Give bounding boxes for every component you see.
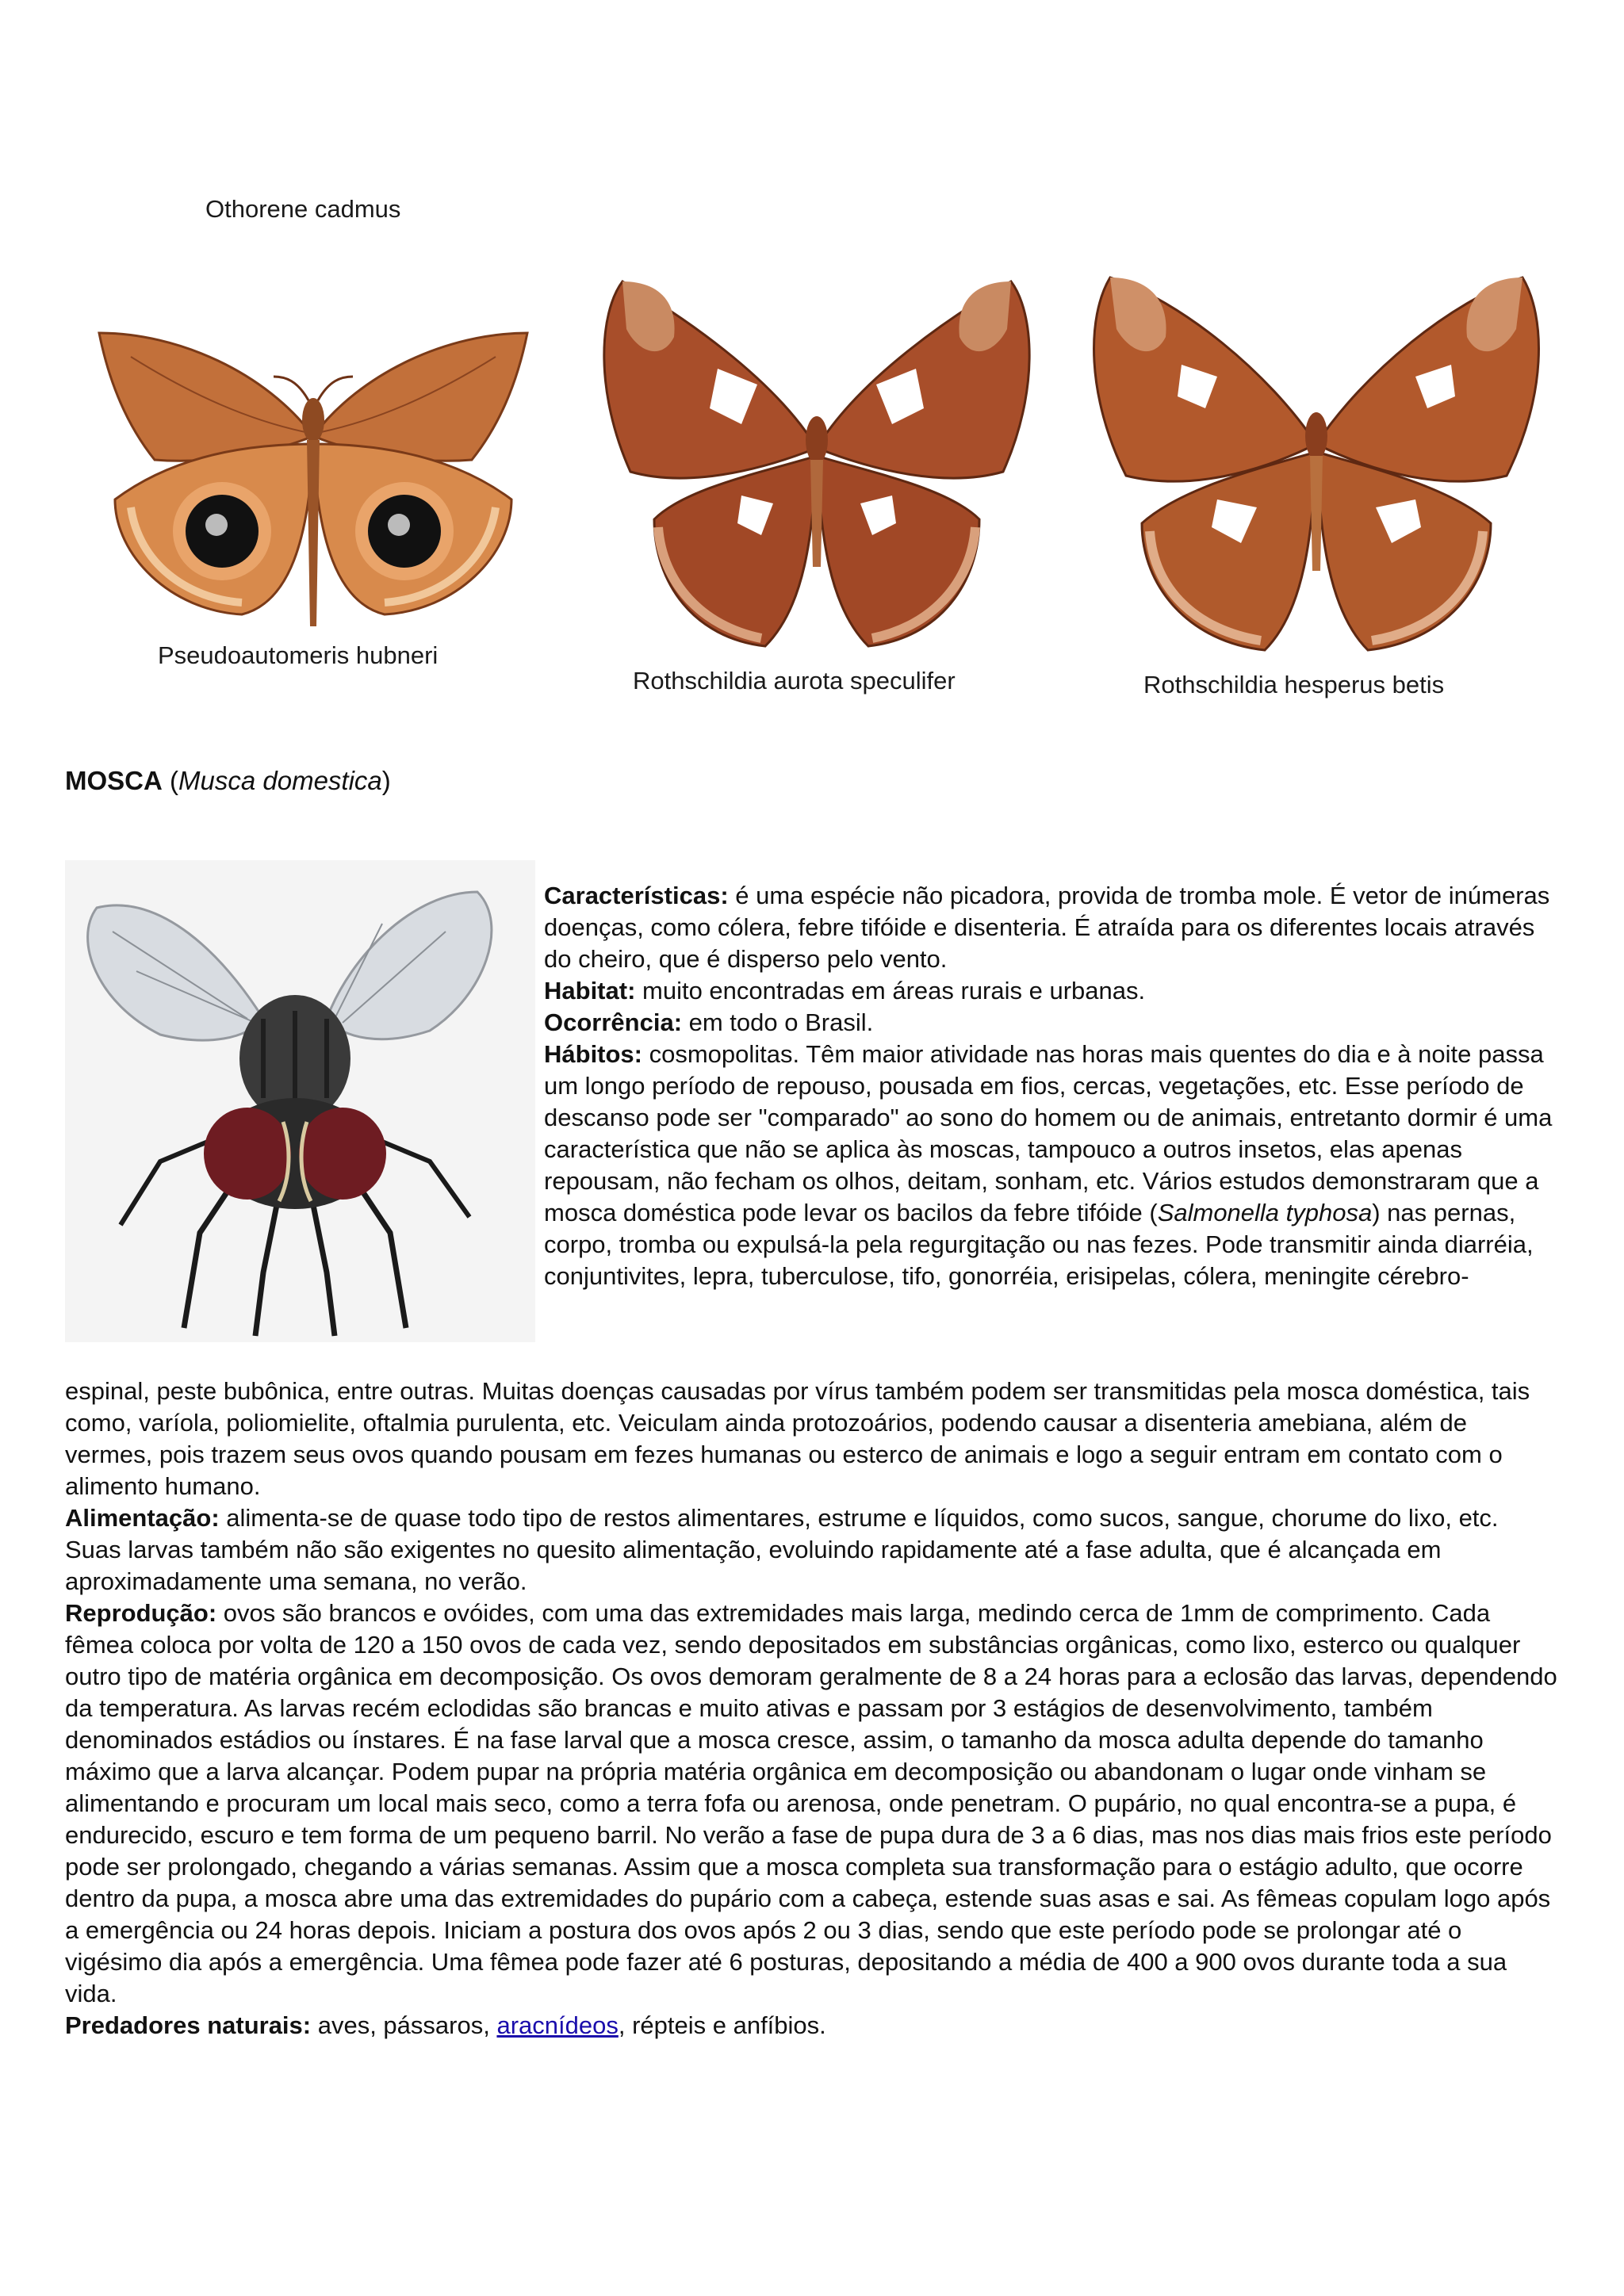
section-title-scientific: Musca domestica <box>178 766 382 795</box>
fly-description-full <box>65 1376 1559 2042</box>
section-title-close: ) <box>381 766 391 795</box>
label-caracteristicas: Características: <box>544 882 729 909</box>
text-habitos-scientific: Salmonella typhosa <box>1157 1199 1373 1226</box>
text-predadores-post: , répteis e anfíbios. <box>618 2011 826 2039</box>
label-alimentacao: Alimentação: <box>65 1504 220 1532</box>
fly-description-side <box>544 880 1559 1292</box>
text-predadores-pre: aves, pássaros, <box>311 2011 497 2039</box>
text-alimentacao: alimenta-se de quase todo tipo de restos alimentares, estrume e líquidos, como sucos, sangue, chorume do lixo, etc. Suas larvas também não são exigentes no quesito alimentação, evoluindo rapidamente até a fase adulta, que é alcançada em aproximadamente uma semana, no verão. <box>65 1504 1499 1595</box>
label-habitat: Habitat: <box>544 977 636 1004</box>
link-aracnideos[interactable]: aracnídeos <box>496 2011 619 2039</box>
section-title-open: ( <box>162 766 179 795</box>
caption-othorene-cadmus: Othorene cadmus <box>205 195 401 223</box>
text-habitos-part2: ) nas pernas, corpo, tromba ou expulsá-la pela regurgitação ou nas fezes. Pode transmitir ainda diarréia, conjuntivites, lepra, tuberculose, tifo, gonorréia, erisipelas, cólera, meningite cérebro- <box>544 1199 1534 1290</box>
text-habitat: muito encontradas em áreas rurais e urbanas. <box>635 977 1146 1004</box>
moth-windowed-image <box>1078 262 1554 662</box>
section-title-bold: MOSCA <box>65 766 163 795</box>
label-ocorrencia: Ocorrência: <box>544 1008 683 1036</box>
section-title <box>65 765 391 797</box>
text-continuation: espinal, peste bubônica, entre outras. Muitas doenças causadas por vírus também podem ser transmitidas pela mosca doméstica, tais como, varíola, poliomielite, oftalmia purulenta, etc. Veiculam ainda protozoários, podendo causar a disenteria amebiana, além de vermes, pois trazem seus ovos quando pousam em fezes humanas ou esterco de animais e logo a seguir entram em contato com o alimento humano. <box>65 1377 1530 1500</box>
caption-rothschildia-hesperus-betis: Rothschildia hesperus betis <box>1143 671 1445 698</box>
text-reproducao: ovos são brancos e ovóides, com uma das extremidades mais larga, medindo cerca de 1mm de comprimento. Cada fêmea coloca por volta de 120 a 150 ovos de cada vez, sendo depositados em substâncias orgânicas, como lixo, esterco ou qualquer outro tipo de matéria orgânica em decomposição. Os ovos demoram geralmente de 8 a 24 horas para a eclosão das larvas, dependendo da temperatura. As larvas recém eclodidas são brancas e muito ativas e passam por 3 estágios de desenvolvimento, também denominados estádios ou ínstares. É na fase larval que a mosca cresce, assim, o tamanho da mosca adulta depende do tamanho máximo que a larva alcançar. Podem pupar na própria matéria orgânica em decomposição ou abandonam o lugar onde vinham se alimentando e procuram um local mais seco, como a terra fofa ou arenosa, onde penetram. O pupário, no qual encontra-se a pupa, é endurecido, escuro e tem forma de um pequeno barril. No verão a fase de pupa dura de 3 a 6 dias, mas nos dias mais frios este período pode ser prolongado, chegando a várias semanas. Assim que a mosca completa sua transformação para o estágio adulto, que ocorre dentro da pupa, a mosca abre uma das extremidades do pupário com a cabeça, estende suas asas e sai. As fêmeas copulam logo após a emergência ou 24 horas depois. Iniciam a postura dos ovos após 2 ou 3 dias, sendo que este período pode se prolongar até o vigésimo dia após a emergência. Uma fêmea pode fazer até 6 posturas, depositando a média de 400 a 900 ovos durante toda a sua vida. <box>65 1599 1557 2007</box>
caption-rothschildia-aurota-speculifer: Rothschildia aurota speculifer <box>633 667 956 695</box>
label-habitos: Hábitos: <box>544 1040 642 1068</box>
caption-pseudoautomeris-hubneri: Pseudoautomeris hubneri <box>158 641 439 669</box>
moth-eyespot-image <box>83 301 543 634</box>
housefly-image <box>65 860 535 1342</box>
moth-windowed-image <box>583 266 1051 658</box>
text-ocorrencia: em todo o Brasil. <box>682 1008 874 1036</box>
label-reproducao: Reprodução: <box>65 1599 217 1627</box>
label-predadores: Predadores naturais: <box>65 2011 312 2039</box>
text-caracteristicas: é uma espécie não picadora, provida de tromba mole. É vetor de inúmeras doenças, como cólera, febre tifóide e disenteria. É atraída para os diferentes locais através do cheiro, que é disperso pelo vento. <box>544 882 1550 973</box>
text-habitos-part1: cosmopolitas. Têm maior atividade nas horas mais quentes do dia e à noite passa um longo período de repouso, pousada em fios, cercas, vegetações, etc. Esse período de descanso pode ser "comparado" ao sono do homem ou de animais, entretanto dormir é uma característica que não se aplica às moscas, tampouco a outros insetos, elas apenas repousam, não fecham os olhos, deitam, sonham, etc. Vários estudos demonstraram que a mosca doméstica pode levar os bacilos da febre tifóide ( <box>544 1040 1553 1226</box>
